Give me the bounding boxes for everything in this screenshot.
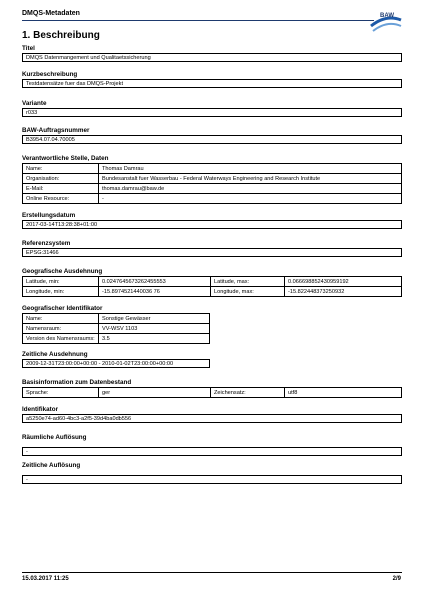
titel-label: Titel (22, 45, 35, 52)
footer-divider (22, 572, 402, 573)
document-header-title: DMQS-Metadaten (22, 10, 80, 17)
raeumliche-section (22, 433, 402, 456)
variante-section (22, 99, 402, 117)
basisinfo-table (22, 387, 402, 398)
identifikator-value: a5250e74-ad60-4bc3-a2f5-39d4ba0db556 (22, 414, 402, 423)
basisinfo-section (22, 378, 402, 398)
header-divider (22, 20, 374, 21)
kurzbeschreibung-value: Testdatensätze fuer das DMQS-Projekt (22, 79, 402, 88)
geo-identifikator-section (22, 304, 402, 344)
row-value: thomas.damrau@baw.de (99, 184, 402, 194)
erstellungsdatum-value: 2017-03-14T13:28:38+01:00 (22, 220, 402, 229)
table-row (23, 388, 402, 398)
lon-max-value: -15.822448373250932 (285, 287, 402, 297)
row-value: 3.5 (99, 334, 210, 344)
sprache-value: ger (99, 388, 211, 398)
auftragsnummer-value: B3954.07.04.70005 (22, 135, 402, 144)
geo-identifikator-label: Geografischer Identifikator (22, 305, 103, 312)
variante-value: r033 (22, 108, 402, 117)
identifikator-label: Identifikator (22, 406, 59, 413)
zeitliche-aufloesung-label: Zeitliche Auflösung (22, 462, 81, 469)
geo-identifikator-table (22, 313, 210, 344)
raeumliche-label: Räumliche Auflösung (22, 434, 87, 441)
auftragsnummer-section (22, 126, 402, 144)
erstellungsdatum-label: Erstellungsdatum (22, 212, 76, 219)
footer-page-number: 2/9 (392, 576, 401, 582)
zeitliche-aufloesung-section (22, 461, 402, 484)
row-value: Sonstige Gewässer (99, 314, 210, 324)
table-row (23, 277, 402, 287)
identifikator-section (22, 405, 402, 423)
table-row (23, 324, 210, 334)
referenzsystem-section (22, 239, 402, 257)
auftragsnummer-label: BAW-Auftragsnummer (22, 127, 90, 134)
row-key: Namensraum: (23, 324, 99, 334)
table-row (23, 184, 402, 194)
ausdehnung-table (22, 276, 402, 297)
zeitliche-ausdehnung-label: Zeitliche Ausdehnung (22, 351, 88, 358)
lon-min-value: -15.8974521440036 76 (99, 287, 211, 297)
zeitliche-ausdehnung-value: 2009-12-31T23:00:00+00:00 - 2010-01-02T23:00:00+00:00 (22, 359, 210, 368)
table-row (23, 314, 210, 324)
referenzsystem-value: EPSG:31466 (22, 248, 402, 257)
titel-section (22, 44, 402, 62)
zeitliche-aufloesung-value: - (22, 475, 402, 484)
verantwortlich-label: Verantwortliche Stelle, Daten (22, 155, 109, 162)
kurzbeschreibung-label: Kurzbeschreibung (22, 71, 78, 78)
lat-max-value: 0.066698852430959192 (285, 277, 402, 287)
basisinfo-label: Basisinformation zum Datenbestand (22, 379, 132, 386)
ausdehnung-section (22, 267, 402, 297)
raeumliche-value: - (22, 447, 402, 456)
row-key: Name: (23, 164, 99, 174)
zeichensatz-value: utf8 (285, 388, 402, 398)
row-key: Version des Namensraums: (23, 334, 99, 344)
lat-min-value: 0.0247645673262455553 (99, 277, 211, 287)
ausdehnung-label: Geografische Ausdehnung (22, 268, 103, 275)
row-key: Online Resource: (23, 194, 99, 204)
section-heading: 1. Beschreibung (22, 30, 100, 41)
row-value: Bundesanstalt fuer Wasserbau - Federal Waterways Engineering and Research Institute (99, 174, 402, 184)
erstellungsdatum-section (22, 211, 402, 229)
lon-min-label: Longitude, min: (23, 287, 99, 297)
titel-value: DMQS Datenmangement und Qualitaetssicherung (22, 53, 402, 62)
row-key: Name: (23, 314, 99, 324)
baw-logo (369, 6, 403, 36)
verantwortlich-table (22, 163, 402, 204)
verantwortlich-section (22, 154, 402, 204)
footer-date: 15.03.2017 11:25 (22, 576, 69, 582)
row-value: Thomas Damrau (99, 164, 402, 174)
svg-text:BAW: BAW (380, 13, 394, 19)
lon-max-label: Longitude, max: (211, 287, 285, 297)
table-row (23, 174, 402, 184)
referenzsystem-label: Referenzsystem (22, 240, 71, 247)
row-key: Organisation: (23, 174, 99, 184)
variante-label: Variante (22, 100, 47, 107)
lat-max-label: Latitude, max: (211, 277, 285, 287)
zeitliche-ausdehnung-section (22, 350, 402, 368)
sprache-label: Sprache: (23, 388, 99, 398)
table-row (23, 164, 402, 174)
row-value: VV-WSV 1103 (99, 324, 210, 334)
table-row (23, 194, 402, 204)
kurzbeschreibung-section (22, 70, 402, 88)
table-row (23, 334, 210, 344)
zeichensatz-label: Zeichensatz: (211, 388, 285, 398)
row-value: - (99, 194, 402, 204)
row-key: E-Mail: (23, 184, 99, 194)
lat-min-label: Latitude, min: (23, 277, 99, 287)
table-row (23, 287, 402, 297)
